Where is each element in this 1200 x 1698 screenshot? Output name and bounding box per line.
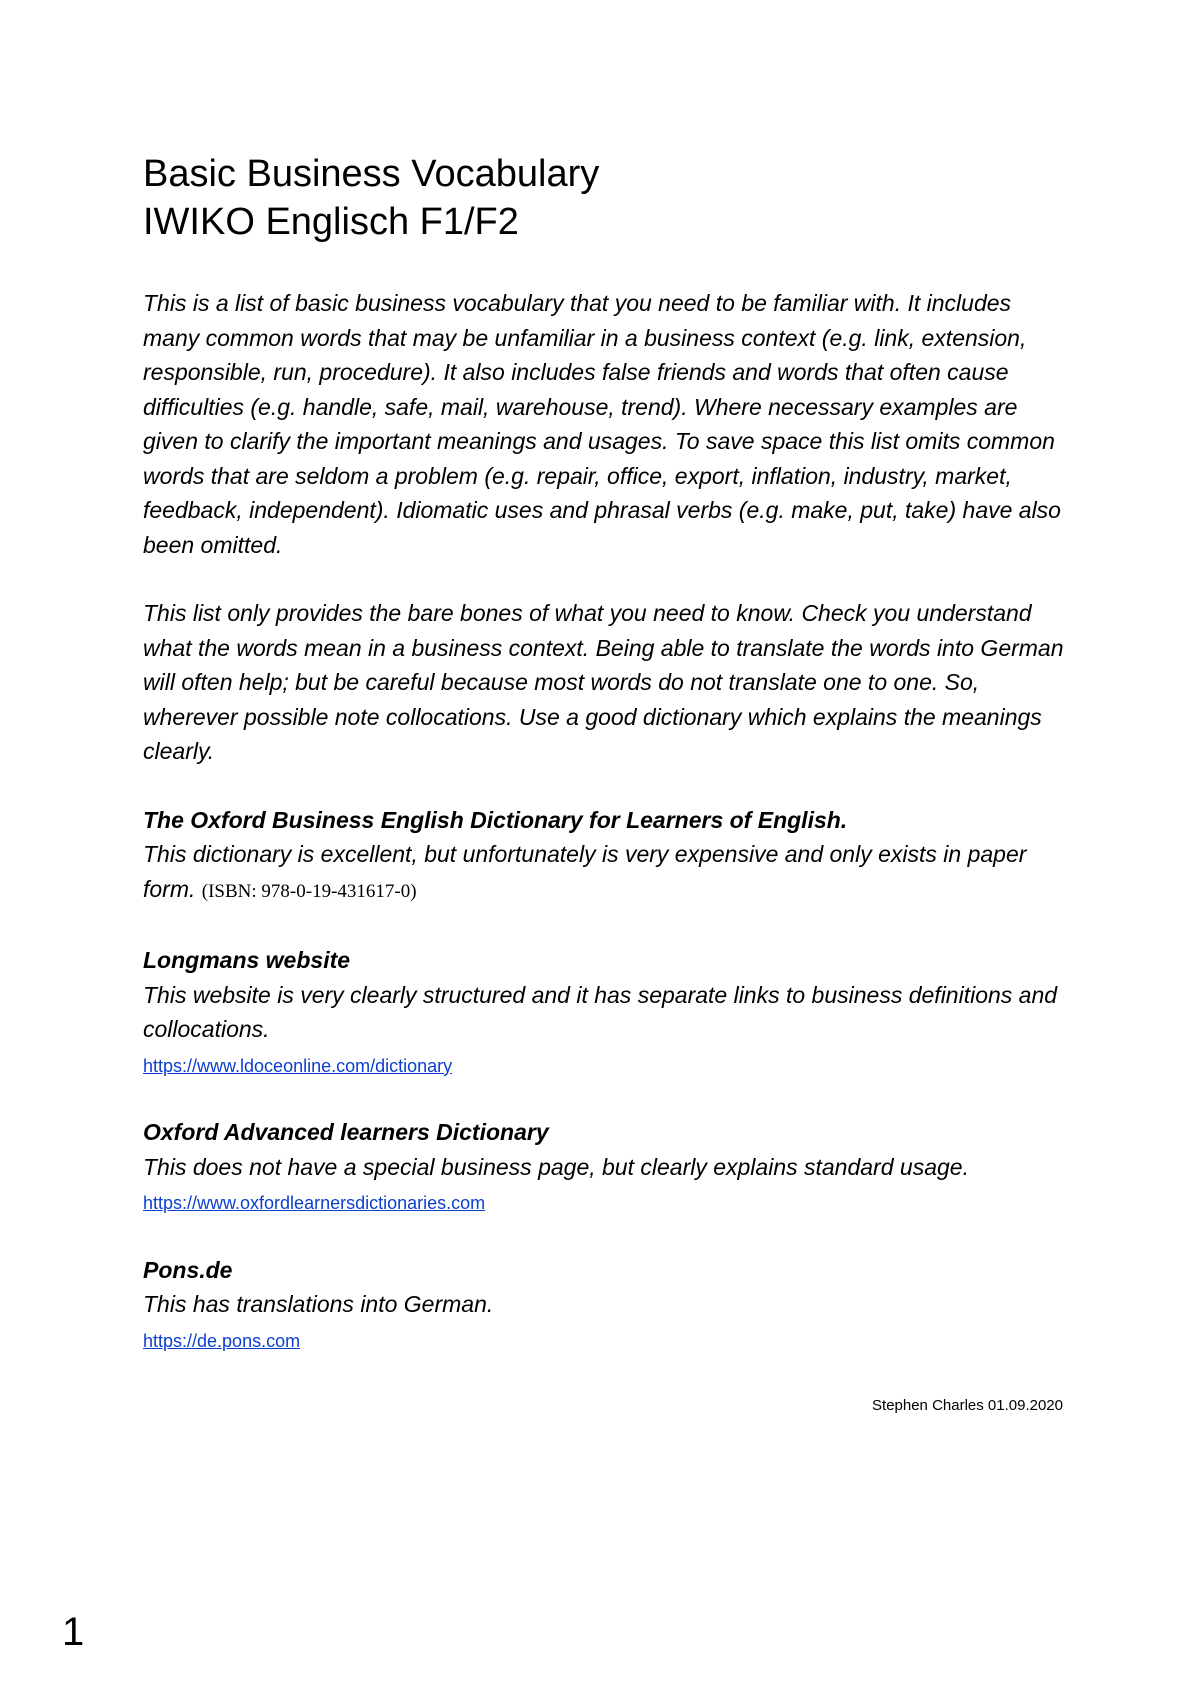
document-title — [143, 150, 1073, 246]
intro-paragraph-1: This is a list of basic business vocabulary that you need to be familiar with. It includes many common words that may be unfamiliar in a business context (e.g. link, extension, responsible, run, procedure). It also includes false friends and words that often cause difficulties (e.g. handle, safe, mail, warehouse, trend). Where necessary examples are given to clarify the important meanings and usages. To save space this list omits common words that are seldom a problem (e.g. repair, office, export, inflation, industry, market, feedback, independent). Idiomatic uses and phrasal verbs (e.g. make, put, take) have also been omitted. — [143, 290, 1061, 558]
resource-oxford-business — [143, 803, 1073, 910]
resource-longmans — [143, 943, 1073, 1081]
resource-description: This has translations into German. — [143, 1291, 494, 1317]
title-line-2: IWIKO Englisch F1/F2 — [143, 201, 519, 243]
resource-name: Pons.de — [143, 1256, 233, 1283]
resource-name: Longmans website — [143, 947, 351, 973]
resource-pons — [143, 1253, 1073, 1357]
resource-link-oxfordlearners[interactable]: https://www.oxfordlearnersdictionaries.com — [143, 1193, 486, 1213]
document-content — [143, 150, 1073, 1356]
intro-paragraph-2: This list only provides the bare bones of what you need to know. Check you understand what the words mean in a business context. Being able to translate the words into German will often help; but be careful because most words do not translate one to one. So, wherever possible note collocations. Use a good dictionary which explains the meanings clearly. — [143, 600, 1064, 764]
resource-description: This website is very clearly structured and it has separate links to business definitions and collocations. — [143, 981, 1058, 1042]
resource-link-ldoceonline[interactable]: https://www.ldoceonline.com/dictionary — [143, 1055, 453, 1076]
author-signature: Stephen Charles 01.09.2020 — [872, 1397, 1063, 1414]
resource-description — [143, 837, 1073, 909]
resource-isbn: (ISBN: 978-0-19-431617-0) — [201, 880, 417, 902]
resource-name: Oxford Advanced learners Dictionary — [143, 1119, 549, 1145]
introduction — [143, 286, 1073, 769]
title-line-1: Basic Business Vocabulary — [143, 153, 600, 195]
resource-oxford-advanced — [143, 1115, 1073, 1219]
resource-description-text: This dictionary is excellent, but unfortunately is very expensive and only exists in paper form. — [143, 841, 1027, 902]
resource-description: This does not have a special business page, but clearly explains standard usage. — [143, 1153, 969, 1180]
resource-name: The Oxford Business English Dictionary for Learners of English. — [143, 806, 848, 833]
resource-link-pons[interactable]: https://de.pons.com — [143, 1330, 301, 1351]
page-number: 1 — [62, 1610, 85, 1654]
